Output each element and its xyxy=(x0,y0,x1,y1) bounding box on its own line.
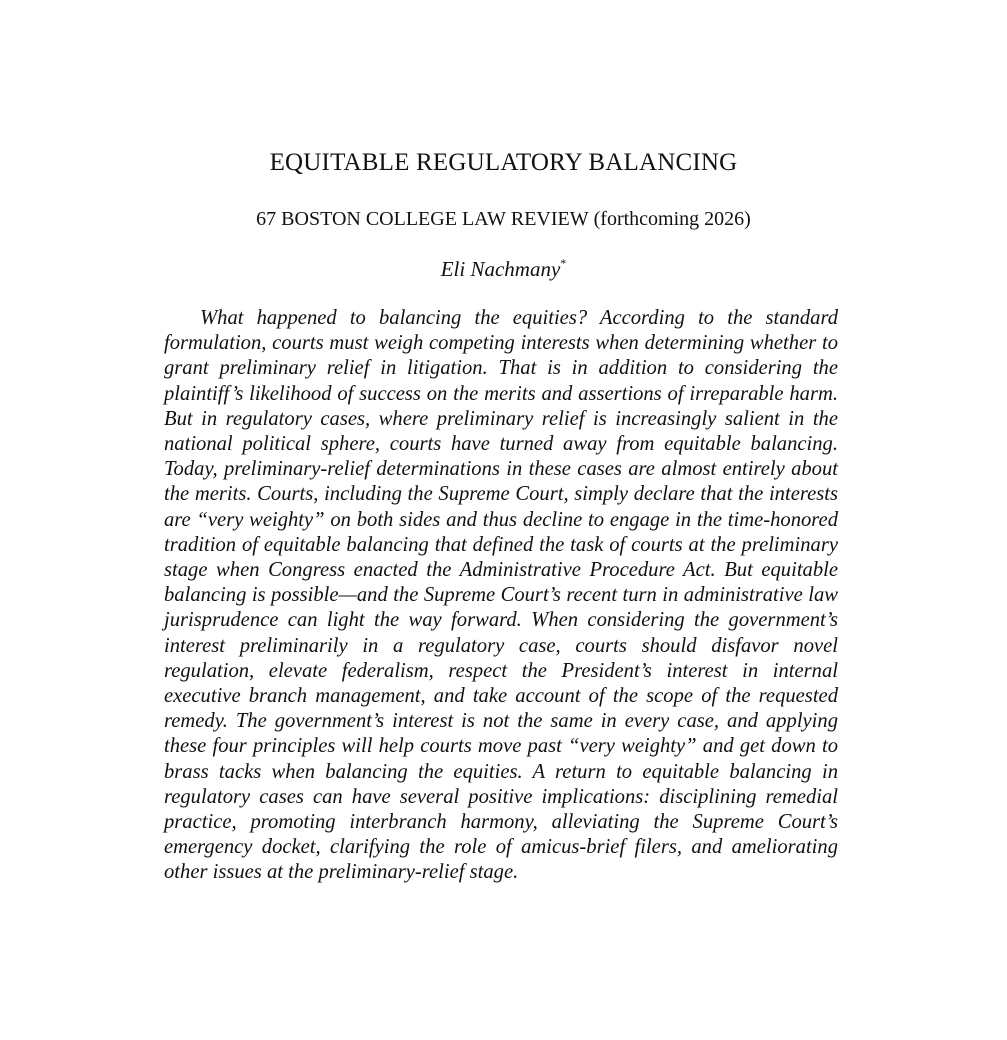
citation-journal xyxy=(281,208,593,230)
journal-word-rest: OLLEGE xyxy=(379,208,457,230)
author-line xyxy=(0,254,1007,284)
citation-status: (forthcoming 2026) xyxy=(593,208,751,230)
journal-word-rest: AW xyxy=(474,208,506,230)
journal-word-rest: EVIEW xyxy=(524,208,589,230)
author-footnote-mark: * xyxy=(560,256,567,270)
journal-word-initial: L xyxy=(461,208,475,230)
abstract-text: What happened to balancing the equities? According to the standard formulation, courts must weigh competing interests when determining whether to grant preliminary relief in litigation. That is in addition to considering the plaintiff’s likelihood of success on the merits and assertions of irreparable harm. But in regulatory cases, where preliminary relief is increasingly salient in the national political sphere, courts have turned away from equitable balancing. Today, preliminary-relief determinations in these cases are almost entirely about the merits. Courts, including the Supreme Court, simply declare that the interests are “very weighty” on both sides and thus decline to engage in the time-honored tradition of equitable balancing that defined the task of courts at the preliminary stage when Congress enacted the Administrative Procedure Act. But equitable balancing is possible—and the Supreme Court’s recent turn in administrative law jurisprudence can light the way forward. When considering the government’s interest preliminarily in a regulatory case, courts should disfavor novel regulation, elevate federalism, respect the President’s interest in internal executive branch management, and take account of the scope of the requested remedy. The government’s interest is not the same in every case, and applying these four principles will help courts move past “very weighty” and get down to brass tacks when balancing the equities. A return to equitable balancing in regulatory cases can have several positive implications: disciplining remedial practice, promoting interbranch harmony, alleviating the Supreme Court’s emergency docket, clarifying the role of amicus-brief filers, and ameliorating other issues at the preliminary-relief stage. xyxy=(164,307,838,884)
author-name: Eli Nachmany xyxy=(440,257,561,281)
paper-title: EQUITABLE REGULATORY BALANCING xyxy=(269,149,738,176)
journal-citation xyxy=(0,205,1007,233)
journal-word-initial: R xyxy=(510,208,525,230)
journal-word-rest: OSTON xyxy=(294,208,361,230)
journal-word-initial: C xyxy=(365,208,380,230)
citation-volume: 67 xyxy=(256,208,277,230)
journal-word-initial: B xyxy=(281,208,295,230)
